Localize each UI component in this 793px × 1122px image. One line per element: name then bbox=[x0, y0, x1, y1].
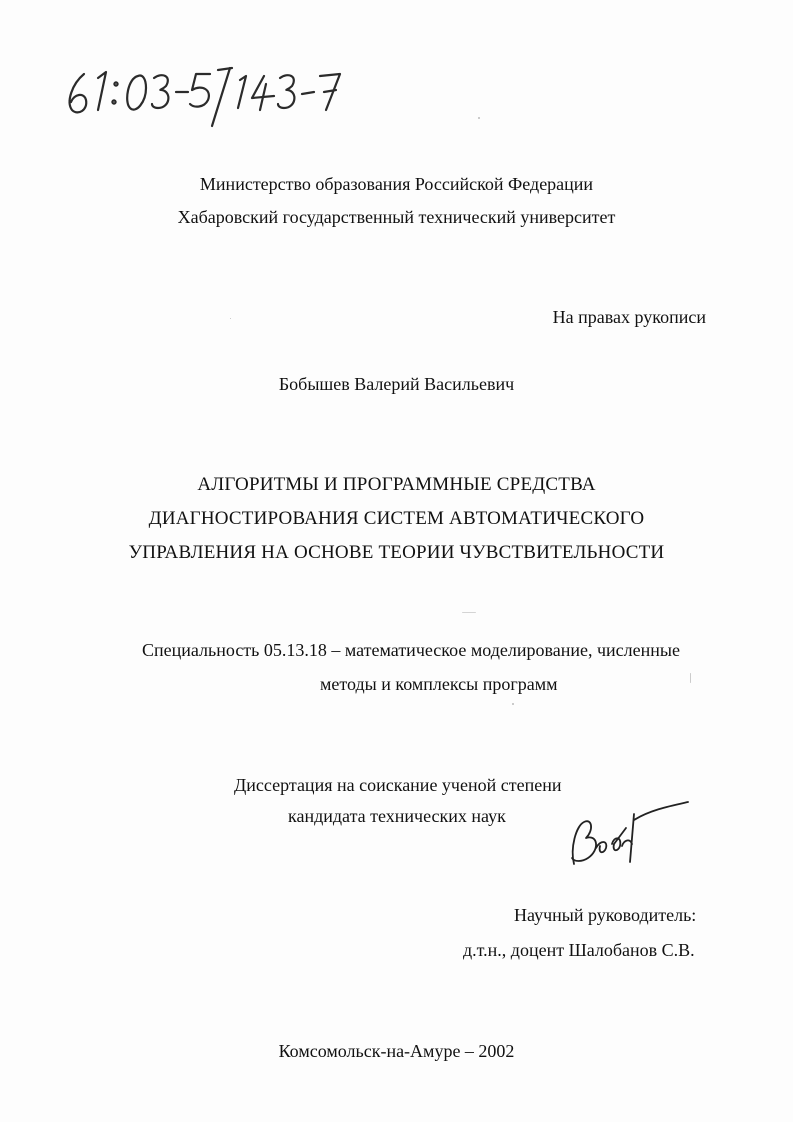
dissertation-line-2: кандидата технических наук bbox=[288, 806, 506, 826]
footer-city-year: Комсомольск-на-Амуре – 2002 bbox=[278, 1041, 515, 1061]
author-name: Бобышев Валерий Васильевич bbox=[278, 374, 515, 394]
signature bbox=[560, 800, 700, 875]
title-line-2: ДИАГНОСТИРОВАНИЯ СИСТЕМ АВТОМАТИЧЕСКОГО bbox=[148, 508, 645, 529]
signature-drawing bbox=[560, 800, 700, 875]
university-name: Хабаровский государственный технический университет bbox=[177, 207, 616, 227]
supervisor-name: д.т.н., доцент Шалобанов С.В. bbox=[463, 940, 695, 960]
supervisor-label: Научный руководитель: bbox=[514, 905, 697, 925]
scan-speck bbox=[462, 612, 476, 613]
archive-code bbox=[62, 62, 362, 132]
scan-speck bbox=[512, 703, 514, 705]
ministry-name: Министерство образования Российской Федерации bbox=[199, 174, 594, 194]
title-line-3: УПРАВЛЕНИЯ НА ОСНОВЕ ТЕОРИИ ЧУВСТВИТЕЛЬНОСТИ bbox=[128, 542, 665, 563]
manuscript-note: На правах рукописи bbox=[552, 307, 706, 327]
scan-speck bbox=[230, 318, 231, 319]
dissertation-line-1: Диссертация на соискание ученой степени bbox=[234, 775, 562, 795]
specialty-line-2: методы и комплексы программ bbox=[320, 674, 558, 694]
scan-speck bbox=[690, 673, 691, 683]
specialty-line-1: Специальность 05.13.18 – математическое моделирование, численные bbox=[142, 640, 680, 660]
scan-speck bbox=[478, 117, 480, 119]
title-line-1: АЛГОРИТМЫ И ПРОГРАММНЫЕ СРЕДСТВА bbox=[197, 474, 596, 495]
